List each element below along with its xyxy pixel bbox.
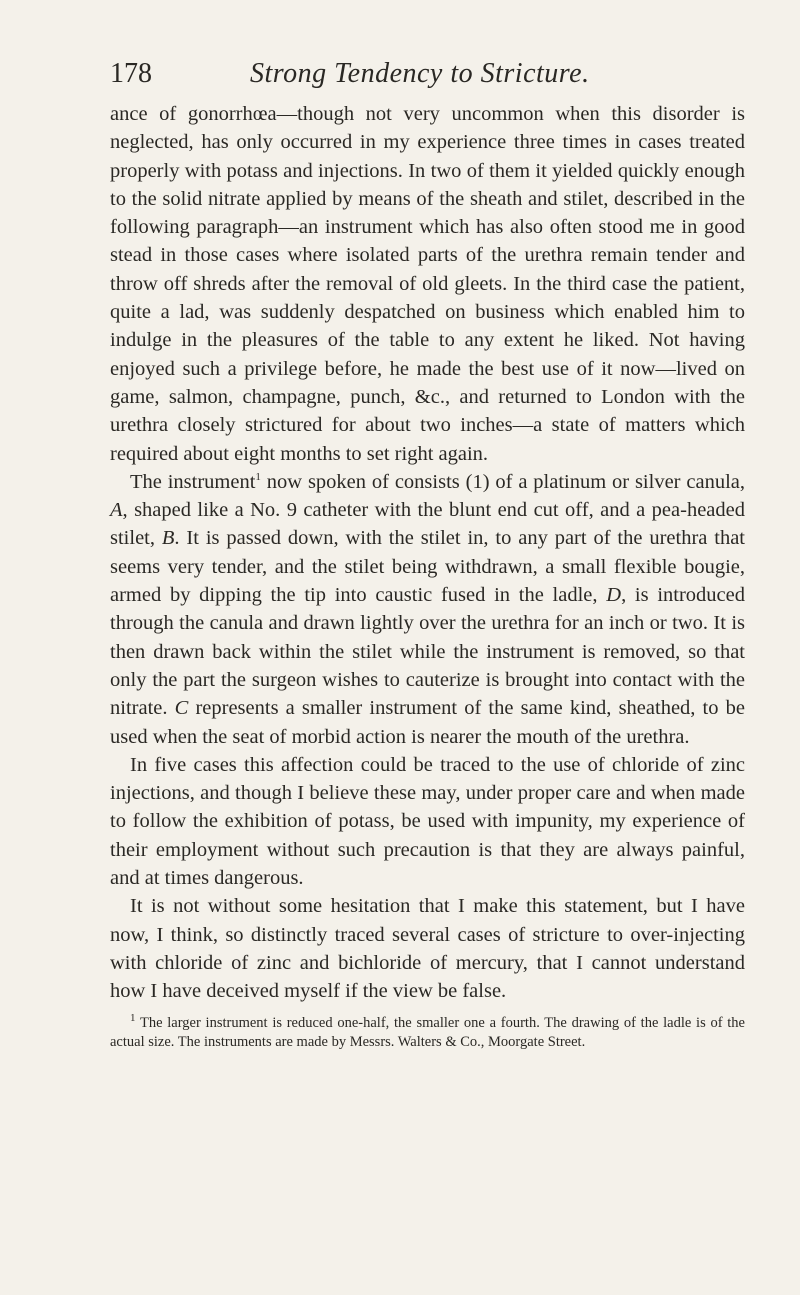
text-run: The instrument bbox=[130, 470, 256, 493]
footnote bbox=[110, 1011, 745, 1052]
figure-label-c: C bbox=[174, 697, 189, 720]
paragraph-instrument bbox=[110, 468, 745, 751]
footnote-reference: 1 bbox=[255, 471, 261, 484]
paragraph-hesitation: It is not without some hesitation that I make this statement, but I have now, I think, so distinctly traced several cases of stricture to over-injecting with chloride of zinc and bichloride of mercury, that I cannot understand how I have deceived myself if the view be false. bbox=[110, 895, 745, 1003]
text-run: , shaped like a No. 9 catheter with the blunt end cut off, and a pea-headed stilet, bbox=[110, 499, 745, 550]
figure-label-a: A bbox=[110, 499, 123, 522]
footnote-text: The larger instrument is reduced one-half, the smaller one a fourth. The drawing of the ladle is of the actual size. The instruments are made by Messrs. Walters & Co., Moorgate Street. bbox=[110, 1014, 745, 1050]
text-run: , is introduced through the canula and drawn lightly over the urethra for an inch or two. It is then drawn back within the stilet while the instrument is removed, so that only the part the surgeon wishes to cauterize is brought into contact with the nitrate. bbox=[110, 584, 745, 720]
figure-label-d: D bbox=[606, 584, 622, 607]
running-title: Strong Tendency to Stricture. bbox=[250, 58, 590, 89]
paragraph-continuation: ance of gonorrhœa—though not very uncommon when this disorder is neglected, has only occurred in my experience three times in cases treated properly with potass and injections. In two of them it yielded quickly enough to the solid nitrate applied by means of the sheath and stilet, described in the following paragraph—an instrument which has also often stood me in good stead in those cases where isolated parts of the urethra remain tender and throw off shreds after the removal of old gleets. In the third case the patient, quite a lad, was suddenly despatched on business which enabled him to indulge in the pleasures of the table to any extent he liked. Not having enjoyed such a privilege before, he made the best use of it now—lived on game, salmon, champagne, punch, &c., and returned to London with the urethra closely strictured for about two inches—a state of matters which required about eight months to set right again. bbox=[110, 103, 745, 465]
text-run: represents a smaller instrument of the same kind, sheathed, to be used when the seat of morbid action is nearer the mouth of the urethra. bbox=[110, 697, 745, 748]
text-run: . It is passed down, with the stilet in, to any part of the urethra that seems very tender, and the stilet being withdrawn, a small flexible bougie, armed by dipping the tip into caustic fused in the ladle, bbox=[110, 527, 746, 607]
running-head bbox=[110, 58, 745, 94]
footnote-marker: 1 bbox=[130, 1011, 136, 1024]
text-run: now spoken of consists (1) of a platinum or silver canula, bbox=[260, 470, 745, 493]
figure-label-b: B bbox=[161, 527, 175, 550]
body-text bbox=[110, 100, 745, 1006]
paragraph-chloride-of-zinc: In five cases this affection could be traced to the use of chloride of zinc injections, and though I believe these may, under proper care and when made to follow the exhibition of potass, be used with impunity, my experience of their employment without such precaution is that they are always painful, and at times dangerous. bbox=[110, 753, 745, 890]
page-number: 178 bbox=[110, 58, 152, 89]
book-page bbox=[110, 58, 745, 1052]
